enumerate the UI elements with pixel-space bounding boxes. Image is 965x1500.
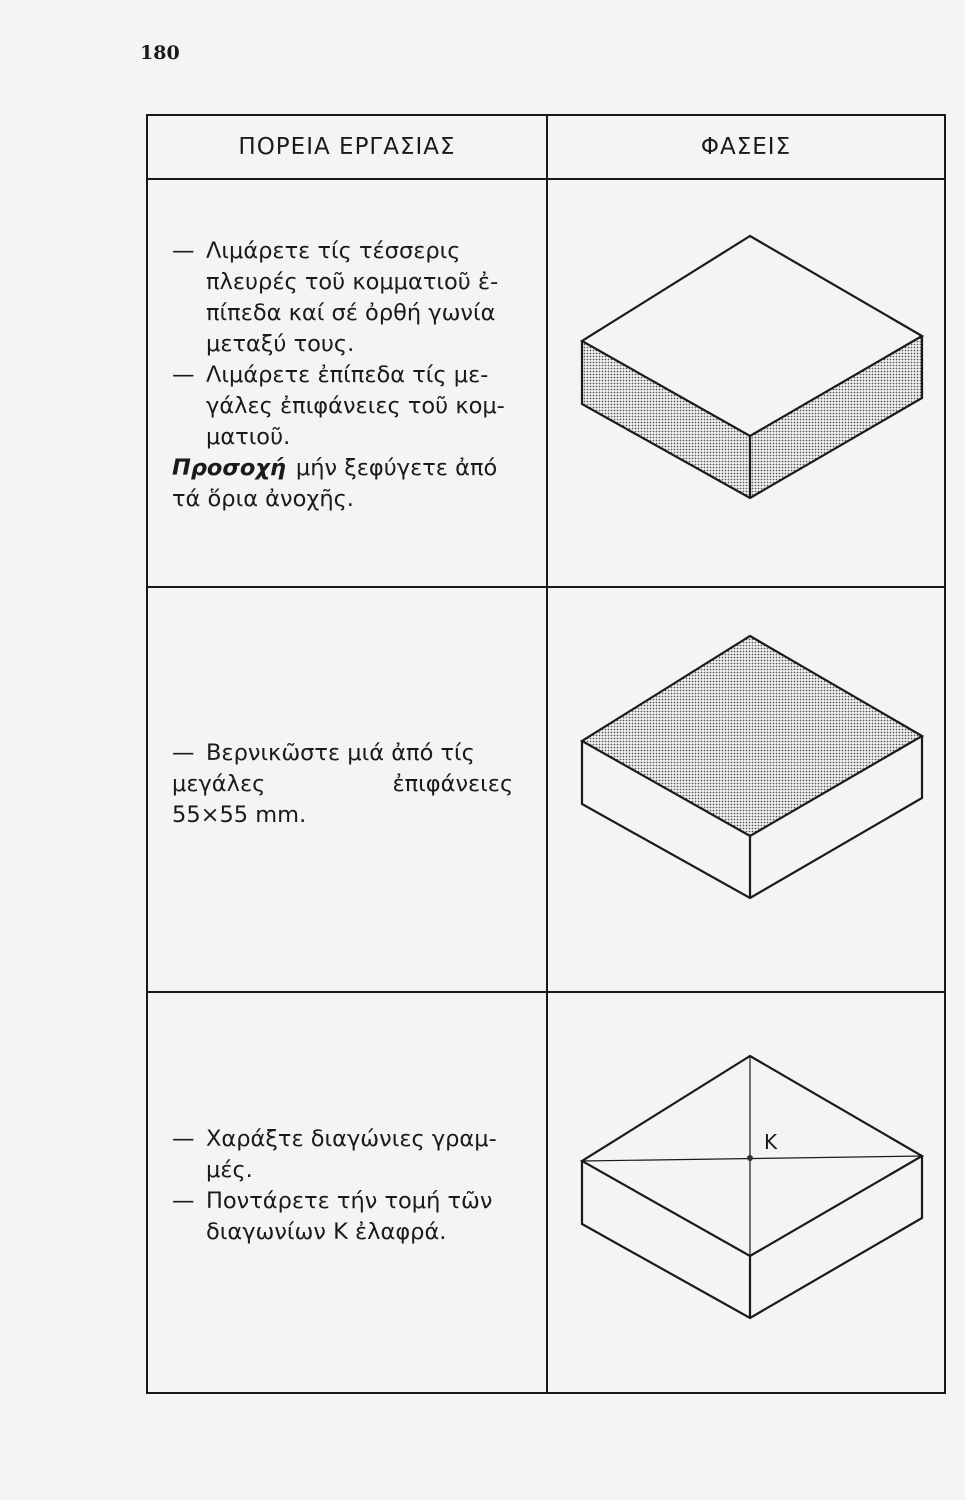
header-phases: ΦΑΣΕΙΣ xyxy=(700,134,792,160)
varnished-top-face xyxy=(582,636,922,836)
row-2-line-2: μεγάλες ἐπιφάνειες xyxy=(172,771,514,797)
work-steps-table xyxy=(146,114,946,1394)
row-2-line-3: 55×55 mm. xyxy=(172,802,307,828)
shaded-right-face xyxy=(750,336,922,498)
row-3-instructions: — Χαράξτε διαγώνιες γραμ- μές. — Ποντάρετε τήν τομή τῶν διαγωνίων Κ ἐλαφρά. xyxy=(172,1124,512,1248)
row-2-line-1: Βερνικῶστε μιά ἀπό τίς xyxy=(206,740,475,766)
row-1-line-5: Λιμάρετε ἐπίπεδα τίς με- xyxy=(206,362,489,388)
caution-label: Προσοχή xyxy=(172,455,286,481)
row-1-line-6: γάλες ἐπιφάνειες τοῦ κομ- xyxy=(206,393,505,419)
row-1-instructions: — Λιμάρετε τίς τέσσερις πλευρές τοῦ κομματιοῦ ἐ- πίπεδα καί σέ ὀρθή γωνία μεταξύ τους. — Λιμάρετε ἐπίπεδα τίς με- γάλες ἐπιφάνειες τοῦ κομ- ματιοῦ. Προσοχή μήν ξεφύγετε ἀπό τά ὅρια ἀνοχῆς. xyxy=(172,236,512,515)
block-outline xyxy=(582,1156,922,1318)
row-divider-2 xyxy=(148,991,944,993)
row-1-line-3: πίπεδα καί σέ ὀρθή γωνία xyxy=(206,300,496,326)
row-1-line-2: πλευρές τοῦ κομματιοῦ ἐ- xyxy=(206,269,499,295)
row-1-line-1: Λιμάρετε τίς τέσσερις xyxy=(206,238,461,264)
row-3-line-4: διαγωνίων Κ ἐλαφρά. xyxy=(206,1219,447,1245)
caution-text-2: τά ὅρια ἀνοχῆς. xyxy=(172,486,354,512)
point-label-k: Κ xyxy=(764,1130,778,1154)
row-2-instructions: — Βερνικῶστε μιά ἀπό τίς μεγάλες ἐπιφάνειες 55×55 mm. xyxy=(172,738,512,831)
row-1-line-4: μεταξύ τους. xyxy=(206,331,355,357)
row-3-line-3: Ποντάρετε τήν τομή τῶν xyxy=(206,1188,493,1214)
row-3-line-2: μές. xyxy=(206,1157,253,1183)
column-divider xyxy=(546,116,548,1392)
page-number: 180 xyxy=(140,42,180,64)
header-divider xyxy=(148,178,944,180)
caution-text-1: μήν ξεφύγετε ἀπό xyxy=(295,455,498,481)
row-divider-1 xyxy=(148,586,944,588)
header-work-procedure: ΠΟΡΕΙΑ ΕΡΓΑΣΙΑΣ xyxy=(238,134,456,160)
block-figure-diagonals xyxy=(568,1046,928,1326)
block-figure-filed-sides xyxy=(568,226,928,506)
shaded-left-face xyxy=(582,341,750,498)
row-1-line-7: ματιοῦ. xyxy=(206,424,291,450)
intersection-point-k xyxy=(747,1155,753,1161)
row-3-line-1: Χαράξτε διαγώνιες γραμ- xyxy=(206,1126,497,1152)
block-figure-varnished-top xyxy=(568,626,928,906)
